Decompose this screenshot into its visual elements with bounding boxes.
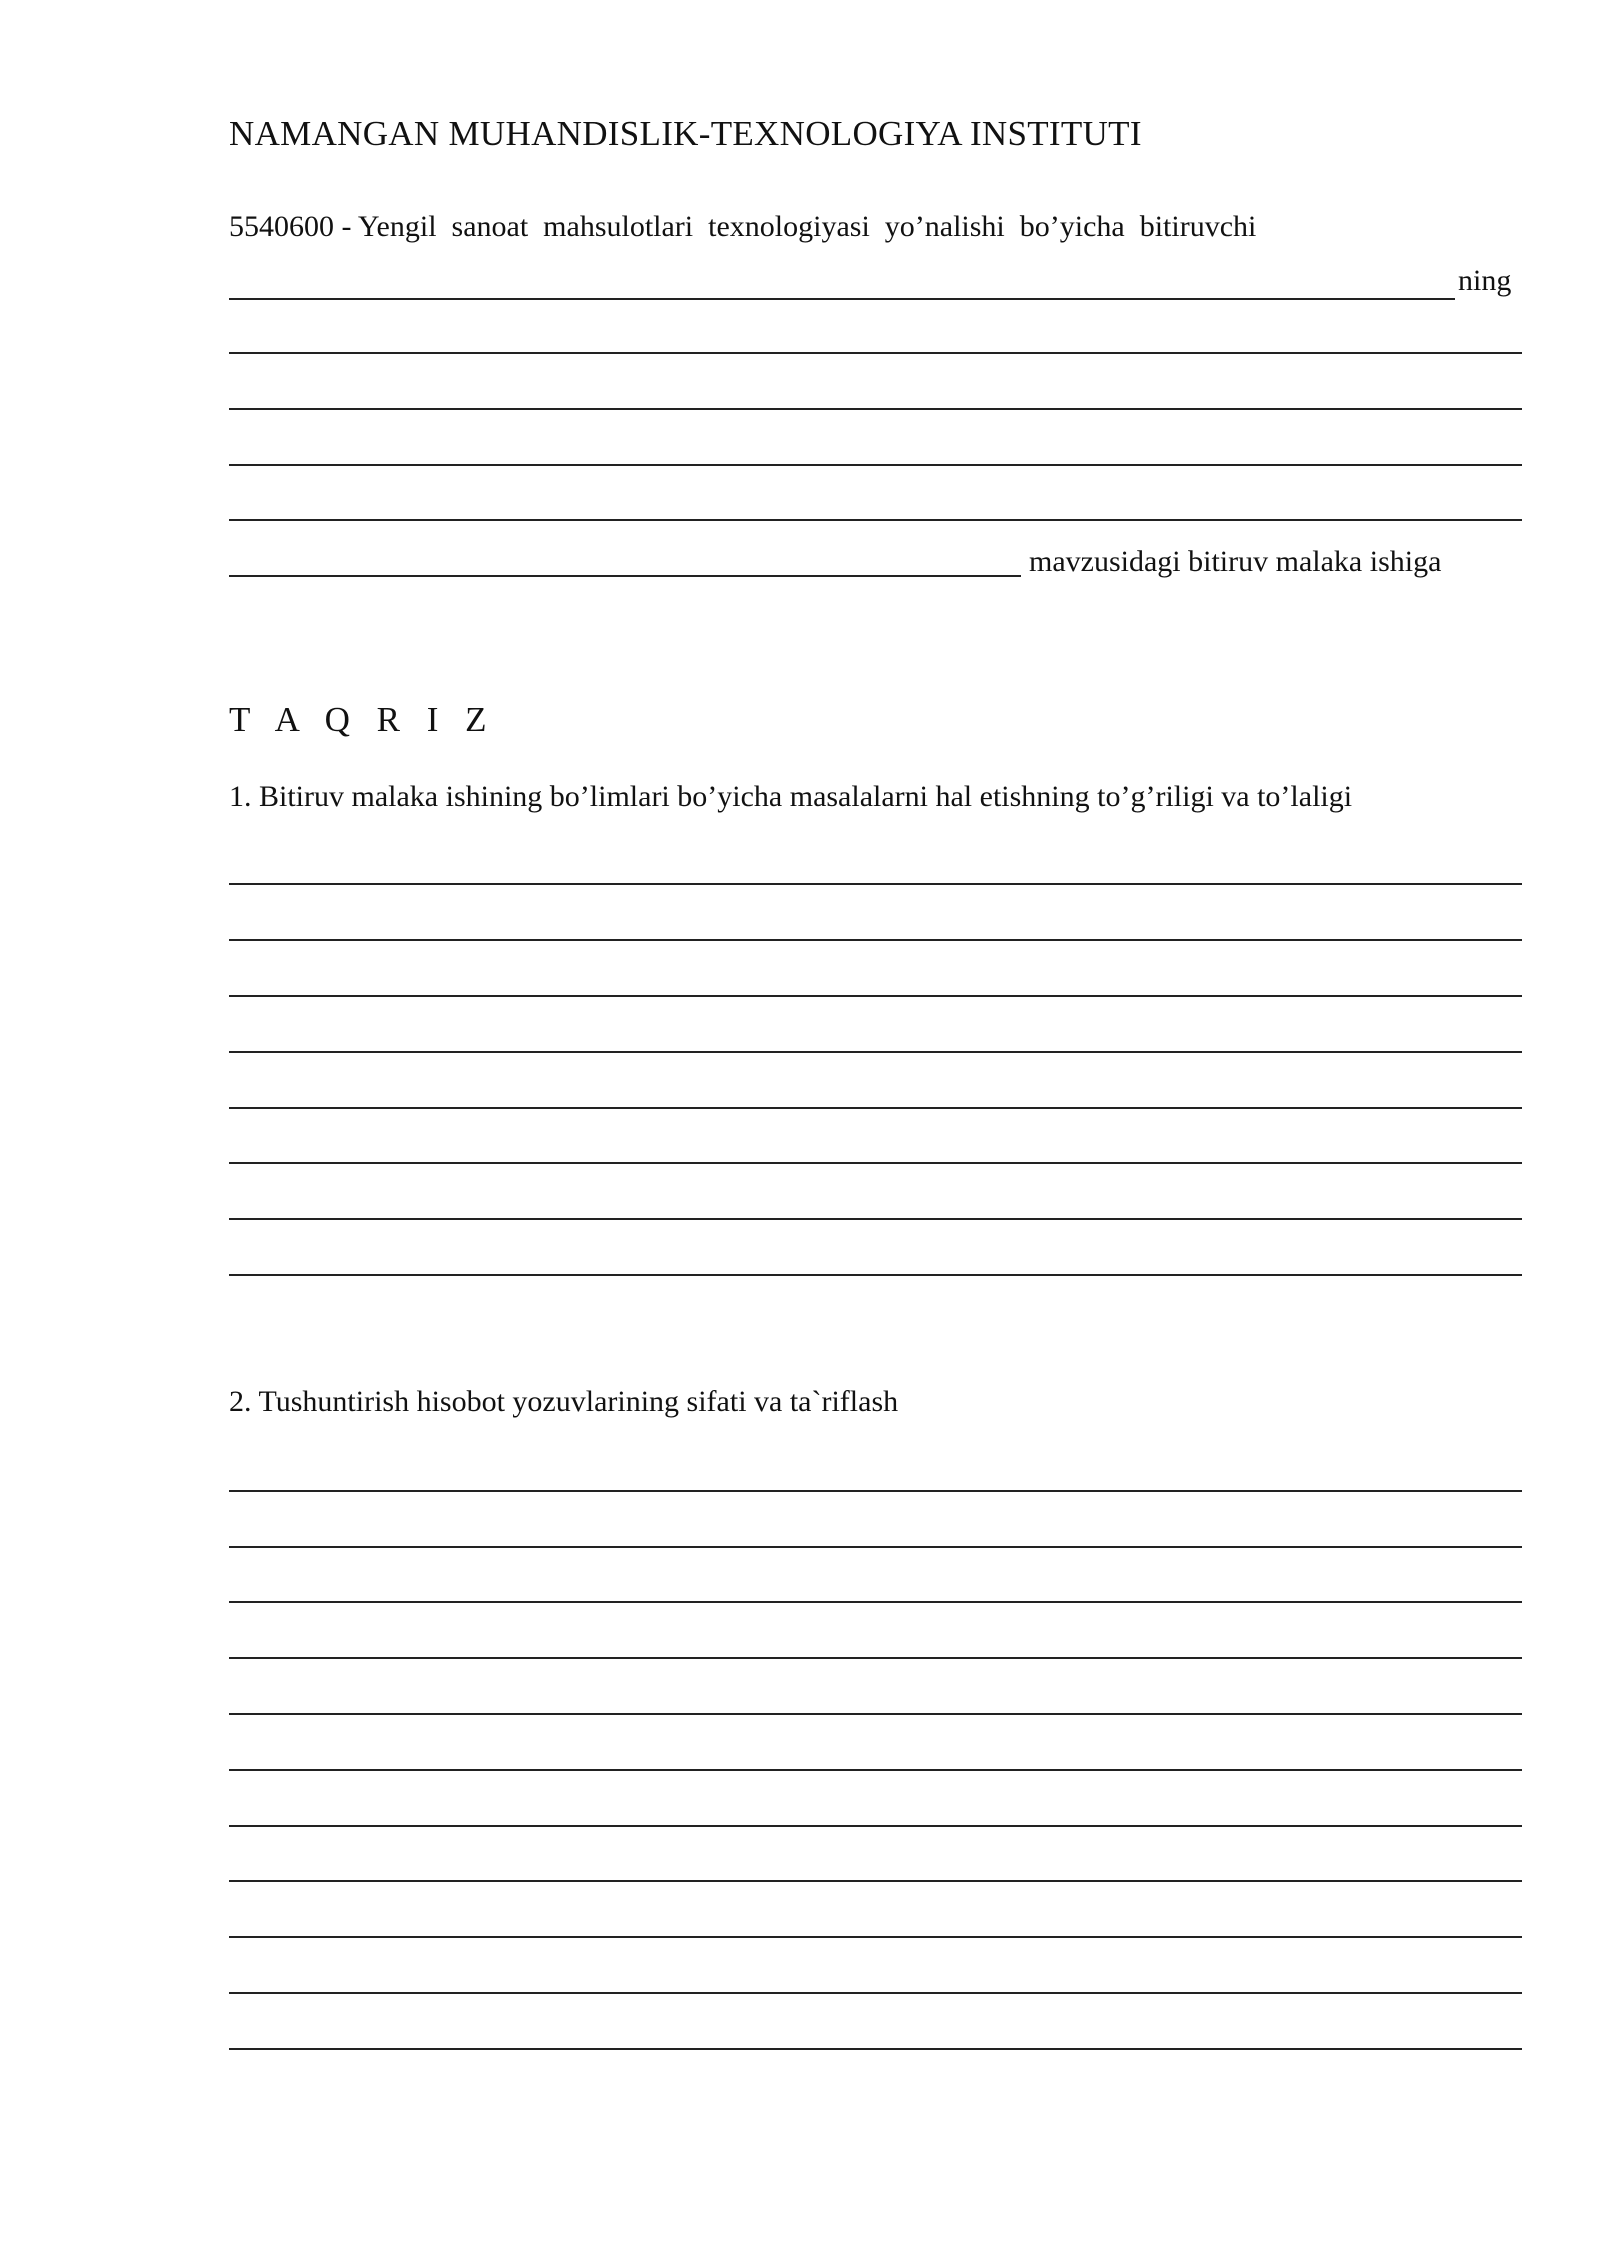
topic-line[interactable] [229, 352, 1522, 354]
institution-title: NAMANGAN MUHANDISLIK-TEXNOLOGIYA INSTITUTI [229, 114, 1142, 153]
answer-line-q2[interactable] [229, 2048, 1522, 2050]
answer-line-q1[interactable] [229, 1218, 1522, 1220]
student-name-line[interactable] [229, 298, 1455, 300]
answer-line-q2[interactable] [229, 1769, 1522, 1771]
answer-line-q2[interactable] [229, 1713, 1522, 1715]
topic-suffix: mavzusidagi bitiruv malaka ishiga [1029, 545, 1442, 578]
answer-line-q2[interactable] [229, 1936, 1522, 1938]
answer-line-q1[interactable] [229, 883, 1522, 885]
answer-line-q1[interactable] [229, 1162, 1522, 1164]
answer-line-q1[interactable] [229, 939, 1522, 941]
answer-line-q2[interactable] [229, 1992, 1522, 1994]
program-line: 5540600 - Yengil sanoat mahsulotlari texnologiyasi yo’nalishi bo’yicha bitiruvchi [229, 210, 1257, 243]
topic-line-short[interactable] [229, 575, 1021, 577]
topic-line[interactable] [229, 519, 1522, 521]
answer-line-q2[interactable] [229, 1880, 1522, 1882]
answer-line-q1[interactable] [229, 995, 1522, 997]
ning-suffix: ning [1458, 264, 1512, 297]
answer-line-q1[interactable] [229, 1051, 1522, 1053]
review-heading: T A Q R I Z [229, 700, 496, 739]
answer-line-q2[interactable] [229, 1657, 1522, 1659]
answer-line-q2[interactable] [229, 1546, 1522, 1548]
topic-line[interactable] [229, 464, 1522, 466]
answer-line-q2[interactable] [229, 1601, 1522, 1603]
answer-line-q1[interactable] [229, 1274, 1522, 1276]
answer-line-q1[interactable] [229, 1107, 1522, 1109]
answer-line-q2[interactable] [229, 1825, 1522, 1827]
question-2: 2. Tushuntirish hisobot yozuvlarining sifati va ta`riflash [229, 1385, 899, 1418]
question-1: 1. Bitiruv malaka ishining bo’limlari bo’yicha masalalarni hal etishning to’g’riligi va to’laligi [229, 780, 1353, 813]
topic-line[interactable] [229, 408, 1522, 410]
answer-line-q2[interactable] [229, 1490, 1522, 1492]
